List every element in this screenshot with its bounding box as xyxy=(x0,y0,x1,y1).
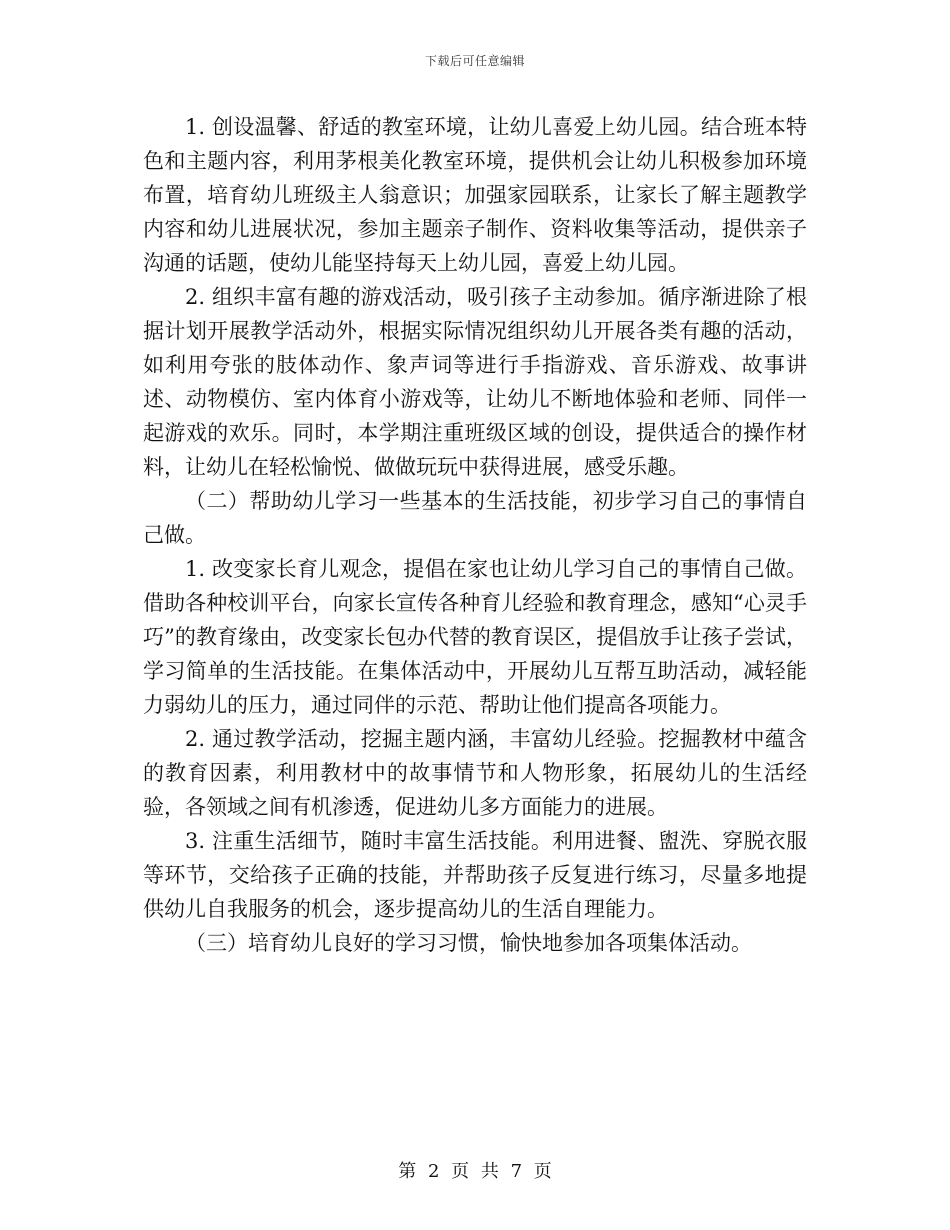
page-header: 下载后可任意编辑 xyxy=(424,54,525,68)
page-footer: 第 2 页 共 7 页 xyxy=(398,1161,552,1182)
paragraph-2: 2. 组织丰富有趣的游戏活动，吸引孩子主动参加。循序渐进除了根据计划开展教学活动外，根据实际情况组织幼儿开展各类有趣的活动，如利用夸张的肢体动作、象声词等进行手指游戏、音乐游戏、故事讲述、动物模仿、室内体育小游戏等，让幼儿不断地体验和老师、同伴一起游戏的欢乐。同时，本学期注重班级区域的创设，提供适合的操作材料，让幼儿在轻松愉悦、做做玩玩中获得进展，感受乐趣。 xyxy=(143,285,807,479)
section-heading-2: （二）帮助幼儿学习一些基本的生活技能，初步学习自己的事情自己做。 xyxy=(143,489,807,547)
section-heading-3: （三）培育幼儿良好的学习习惯，愉快地参加各项集体活动。 xyxy=(185,931,752,955)
paragraph-5: 3. 注重生活细节，随时丰富生活技能。利用进餐、盥洗、穿脱衣服等环节，交给孩子正确的技能，并帮助孩子反复进行练习，尽量多地提供幼儿自我服务的机会，逐步提高幼儿的生活自理能力。 xyxy=(143,829,807,921)
paragraph-3: 1. 改变家长育儿观念，提倡在家也让幼儿学习自己的事情自己做。借助各种校训平台，向家长宣传各种育儿经验和教育理念，感知“心灵手巧”的教育缘由，改变家长包办代替的教育误区，提倡放手让孩子尝试，学习简单的生活技能。在集体活动中，开展幼儿互帮互助活动，减轻能力弱幼儿的压力，通过同伴的示范、帮助让他们提高各项能力。 xyxy=(143,557,807,717)
paragraph-4: 2. 通过教学活动，挖掘主题内涵，丰富幼儿经验。挖掘教材中蕴含的教育因素，利用教材中的故事情节和人物形象，拓展幼儿的生活经验，各领域之间有机渗透，促进幼儿多方面能力的进展。 xyxy=(143,727,807,819)
paragraph-1: 1. 创设温馨、舒适的教室环境，让幼儿喜爱上幼儿园。结合班本特色和主题内容，利用茅根美化教室环境，提供机会让幼儿积极参加环境布置，培育幼儿班级主人翁意识；加强家园联系，让家长了解主题教学内容和幼儿进展状况，参加主题亲子制作、资料收集等活动，提供亲子沟通的话题，使幼儿能坚持每天上幼儿园，喜爱上幼儿园。 xyxy=(143,115,807,275)
document-body xyxy=(143,110,807,960)
